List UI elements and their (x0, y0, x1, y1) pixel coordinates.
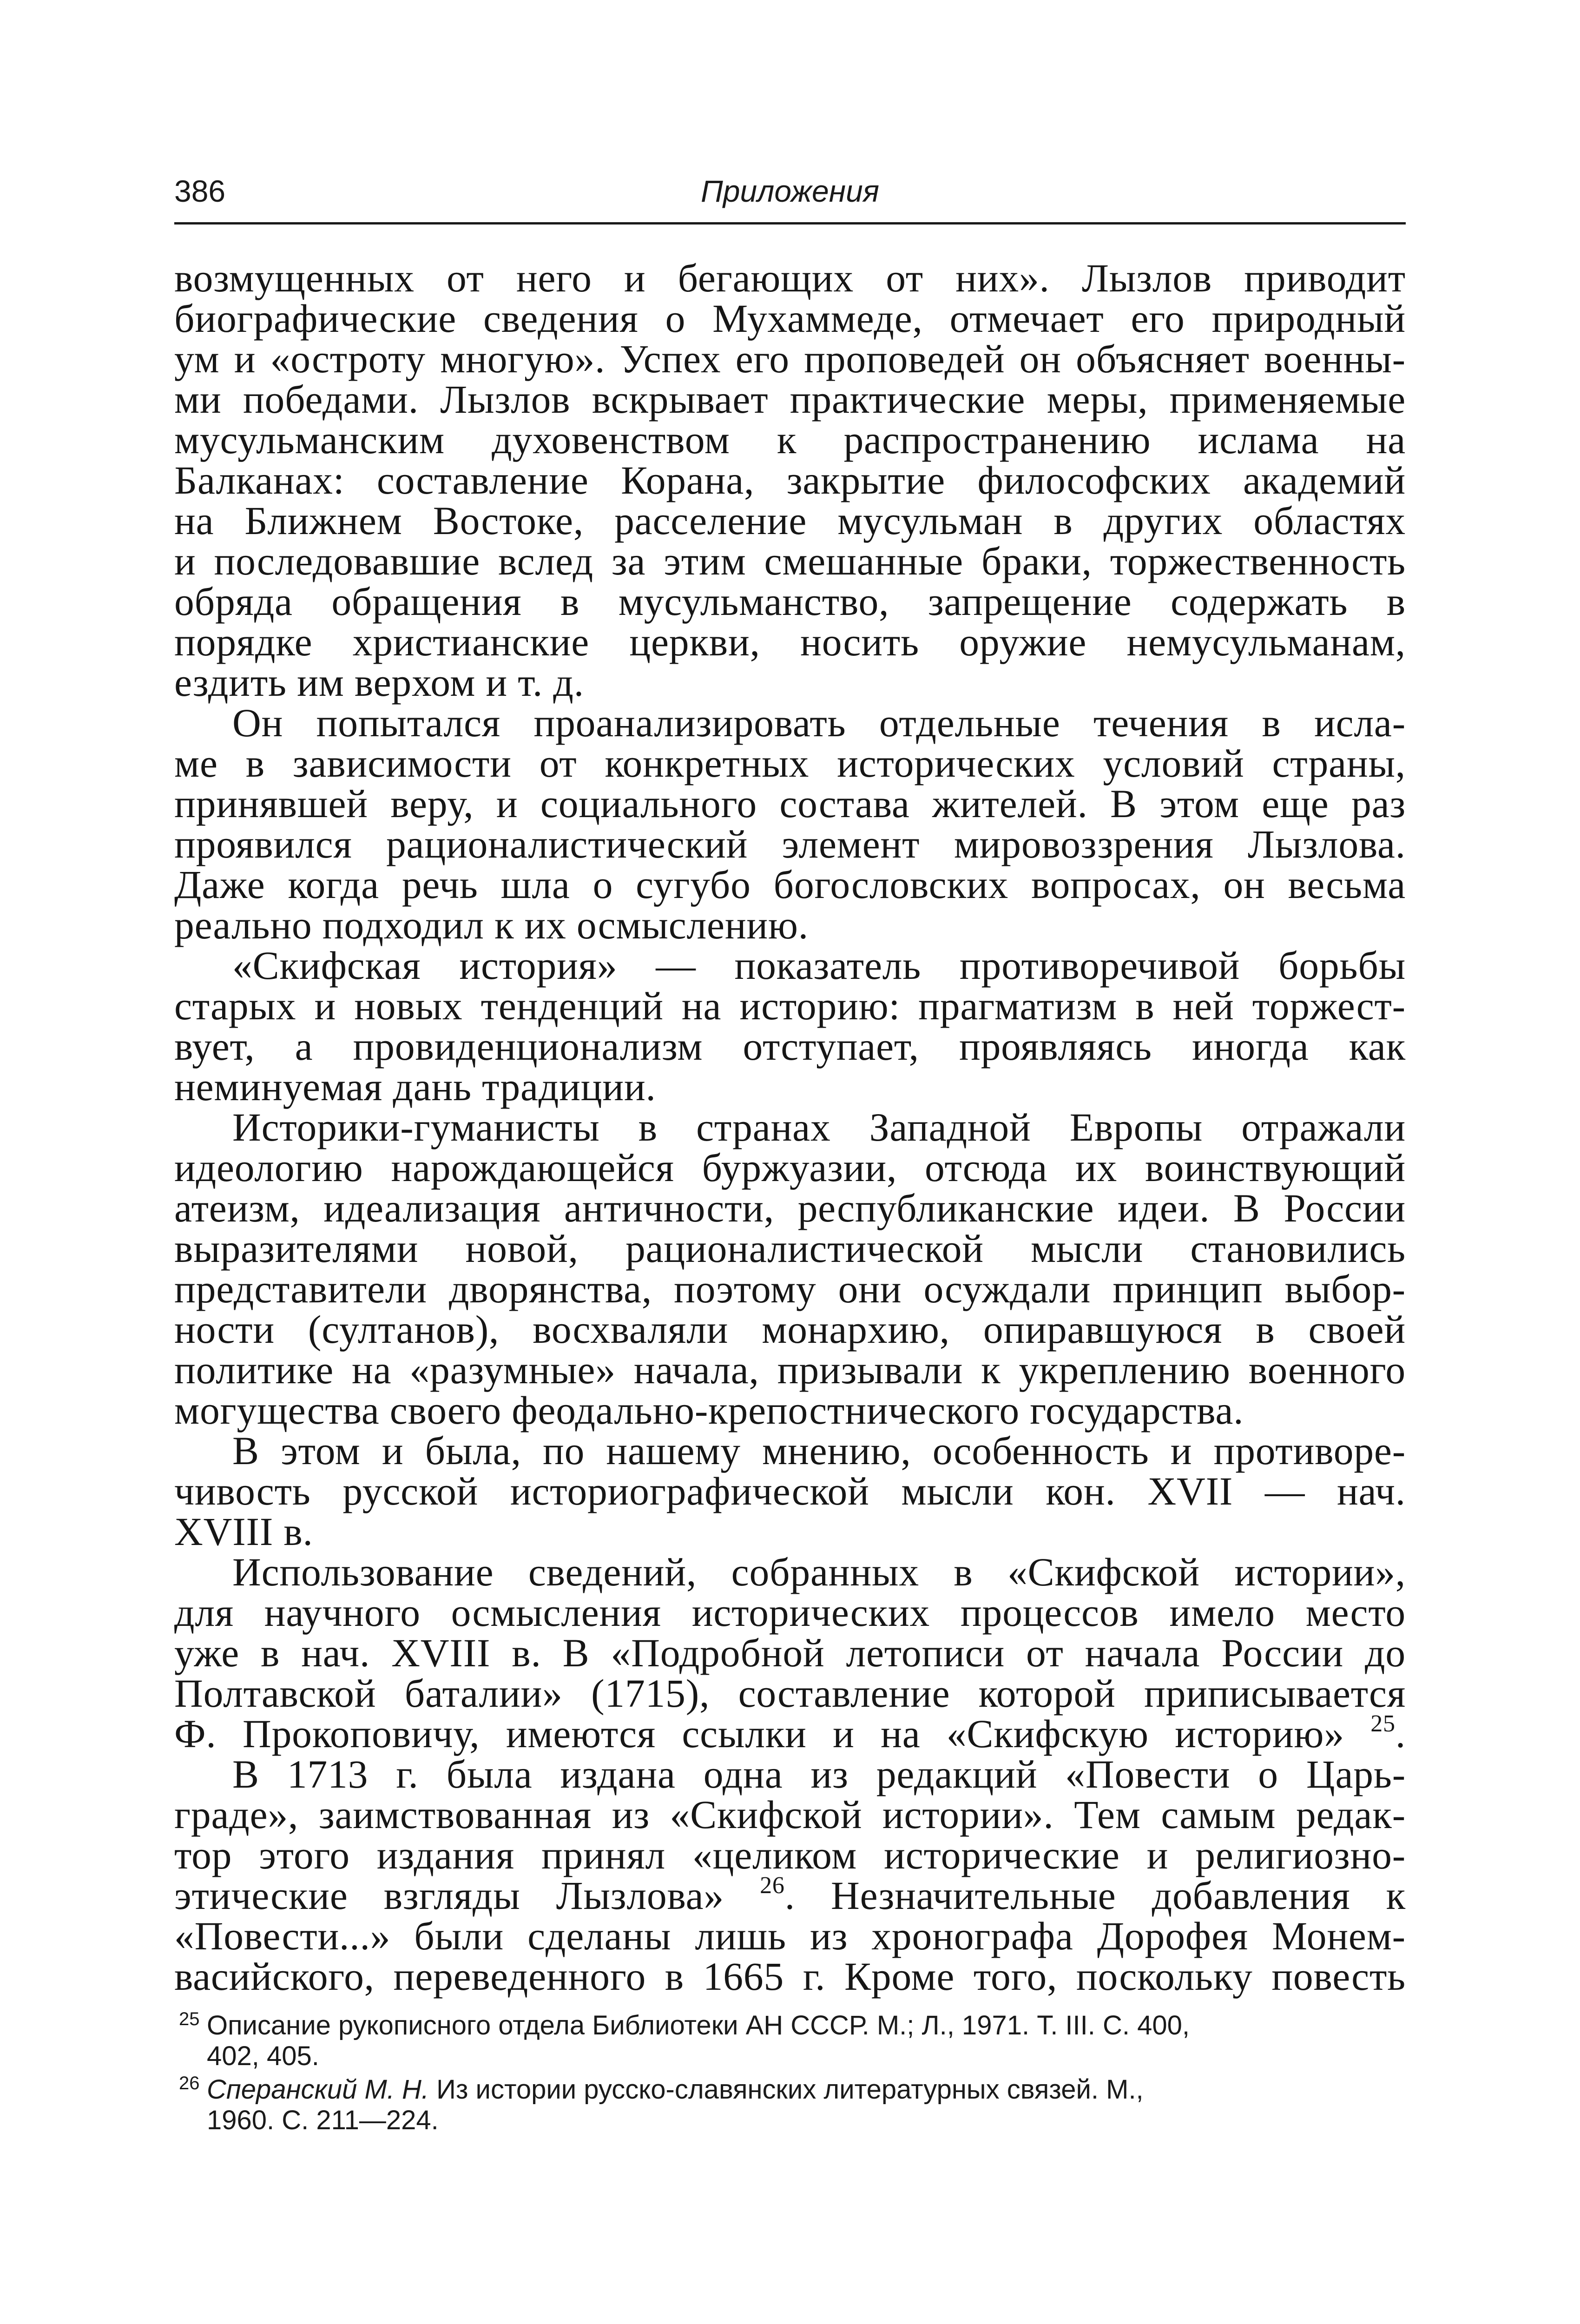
text-line: принявшей веру, и социального состава жителей. В этом еще раз (174, 782, 1406, 826)
footnote-ref-26: 26 (760, 1872, 785, 1899)
text-line: и последовавшие вслед за этим смешанные браки, торжественность (174, 539, 1406, 583)
text-line-with-footnote (174, 1872, 1406, 1918)
text-line: ездить им верхом и т. д. (174, 660, 584, 705)
text-line: В 1713 г. была издана одна из редакций «Повести о Царь- (232, 1752, 1406, 1796)
running-head (174, 165, 1406, 216)
paragraph-4 (174, 1107, 1406, 1431)
text-fragment: . (1395, 1712, 1406, 1756)
paragraph-1 (174, 258, 1406, 703)
footnote-ref-25: 25 (1370, 1710, 1396, 1737)
paragraph-3 (174, 945, 1406, 1107)
text-line: «Скифская история» — показатель противоречивой борьбы (232, 944, 1406, 988)
text-line: мусульманским духовенством к распространению ислама на (174, 418, 1406, 462)
footnote-number: 25 (179, 2009, 200, 2029)
footnote-author: Сперанский М. Н. (207, 2074, 429, 2105)
text-line: порядке христианские церкви, носить оружие немусульманам, (174, 620, 1406, 664)
paragraph-2 (174, 703, 1406, 945)
text-line: атеизм, идеализация античности, республиканские идеи. В России (174, 1186, 1406, 1230)
body-text (174, 258, 1406, 1997)
paragraph-6 (174, 1552, 1406, 1754)
text-line: тор этого издания принял «целиком исторические и религиозно- (174, 1833, 1406, 1877)
footnote-text: 1960. С. 211—224. (207, 2105, 439, 2135)
footnotes (174, 2010, 1406, 2139)
footnote-text-line (207, 2074, 1406, 2105)
page-number: 386 (174, 174, 226, 208)
text-line: для научного осмысления исторических процессов имело место (174, 1591, 1406, 1635)
text-fragment: . Незначительные добавления к (784, 1874, 1406, 1918)
text-line: XVIII в. (174, 1510, 313, 1554)
text-line: представители дворянства, поэтому они осуждали принцип выбор- (174, 1267, 1406, 1311)
text-line: Историки-гуманисты в странах Западной Европы отражали (232, 1105, 1406, 1149)
text-line: возмущенных от него и бегающих от них». Лызлов приводит (174, 256, 1406, 300)
header-rule (174, 222, 1406, 224)
text-line: выразителями новой, рационалистической мысли становились (174, 1227, 1406, 1271)
text-line: на Ближнем Востоке, расселение мусульман в других областях (174, 499, 1406, 543)
text-fragment: Ф. Прокоповичу, имеются ссылки и на «Скифскую историю» (174, 1712, 1344, 1756)
text-fragment: этические взгляды Лызлова» (174, 1874, 724, 1918)
footnote-25 (174, 2010, 1406, 2072)
text-line: «Повести...» были сделаны лишь из хронографа Дорофея Монем- (174, 1914, 1406, 1958)
text-line: васийского, переведенного в 1665 г. Кроме того, поскольку повесть (174, 1954, 1406, 1999)
text-line: Даже когда речь шла о сугубо богословских вопросах, он весьма (174, 863, 1406, 907)
text-line: ми победами. Лызлов вскрывает практические меры, применяемые (174, 377, 1406, 422)
text-line: биографические сведения о Мухаммеде, отмечает его природный (174, 297, 1406, 341)
text-line: ности (султанов), восхваляли монархию, опиравшуюся в своей (174, 1307, 1406, 1352)
text-line: могущества своего феодально-крепостнического государства. (174, 1388, 1244, 1433)
text-line: ме в зависимости от конкретных исторических условий страны, (174, 741, 1406, 786)
footnote-text: Из истории русско-славянских литературных связей. М., (429, 2074, 1144, 2105)
text-line-with-footnote (174, 1710, 1406, 1756)
footnote-number: 26 (179, 2073, 200, 2093)
text-line: В этом и была, по нашему мнению, особенность и противоре- (232, 1429, 1406, 1473)
text-line: идеологию нарождающейся буржуазии, отсюда их воинствующий (174, 1146, 1406, 1190)
text-line: реально подходил к их осмыслению. (174, 903, 809, 947)
footnote-26 (174, 2074, 1406, 2136)
text-line: Использование сведений, собранных в «Скифской истории», (232, 1550, 1406, 1594)
paragraph-7 (174, 1754, 1406, 1997)
text-line: проявился рационалистический элемент мировоззрения Лызлова. (174, 822, 1406, 866)
text-line: граде», заимствованная из «Скифской истории». Тем самым редак- (174, 1793, 1406, 1837)
text-line: обряда обращения в мусульманство, запрещение содержать в (174, 580, 1406, 624)
text-line: неминуемая дань традиции. (174, 1065, 656, 1109)
section-title: Приложения (700, 174, 880, 208)
text-line: чивость русской историографической мысли кон. XVII — нач. (174, 1469, 1406, 1513)
text-line: вует, а провиденционализм отступает, проявляясь иногда как (174, 1024, 1406, 1069)
text-line: уже в нач. XVIII в. В «Подробной летописи от начала России до (174, 1631, 1406, 1675)
text-line: политике на «разумные» начала, призывали к укреплению военного (174, 1348, 1406, 1392)
text-line: Полтавской баталии» (1715), составление которой приписывается (174, 1671, 1406, 1716)
footnote-text: 402, 405. (207, 2041, 319, 2071)
paragraph-5 (174, 1431, 1406, 1552)
text-line: Он попытался проанализировать отдельные течения в исла- (232, 701, 1406, 745)
text-line: ум и «остроту многую». Успех его проповедей он объясняет военны- (174, 337, 1406, 381)
footnote-text: Описание рукописного отдела Библиотеки АН СССР. М.; Л., 1971. Т. III. С. 400, (207, 2010, 1190, 2040)
text-line: Балканах: составление Корана, закрытие философских академий (174, 458, 1406, 502)
text-line: старых и новых тенденций на историю: прагматизм в ней торжест- (174, 984, 1406, 1028)
